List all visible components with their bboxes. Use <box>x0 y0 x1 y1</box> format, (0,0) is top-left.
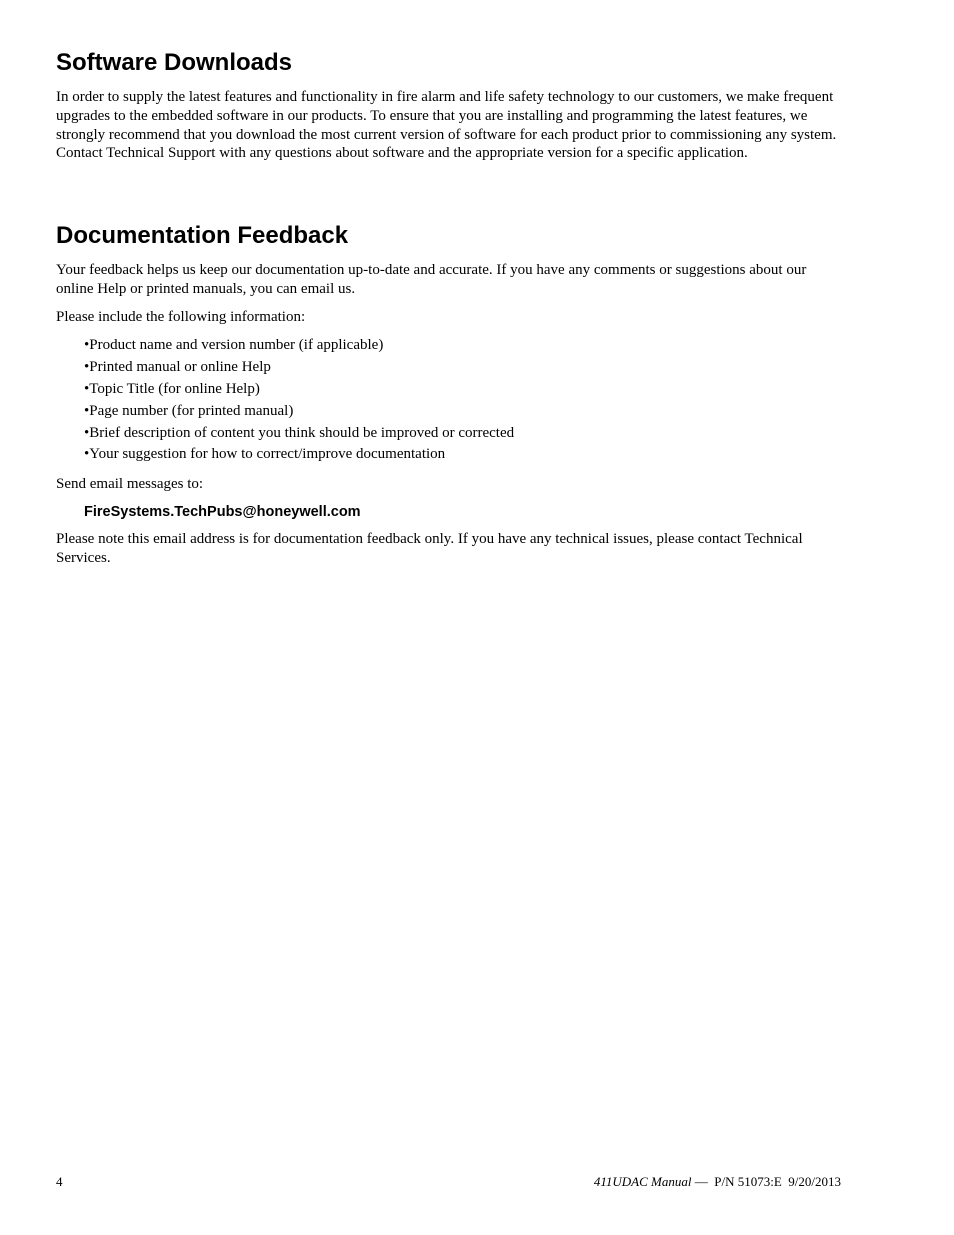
include-info-label: Please include the following information: <box>56 308 306 325</box>
send-email-label: Send email messages to: <box>56 476 204 493</box>
list-item: •Your suggestion for how to correct/improve documentation <box>84 446 446 463</box>
software-downloads-paragraph: In order to supply the latest features and functionality in fire alarm and life safety technology to our customers, we make frequent upgrades to the embedded software in our products. To ensure that you are installing and programming the latest features, we strongly recommend that you download the most current version of software for each product prior to commissioning any system. Contact Technical Support with any questions about software and the appropriate version for a specific application. <box>56 89 837 162</box>
feedback-info-list <box>56 335 846 466</box>
software-downloads-section <box>56 88 846 163</box>
list-item: •Product name and version number (if applicable) <box>84 337 384 354</box>
page-number: 4 <box>56 1174 63 1189</box>
footer-manual-info <box>594 1174 841 1190</box>
manual-title: 411UDAC Manual <box>593 1174 692 1189</box>
list-item: •Page number (for printed manual) <box>84 402 294 419</box>
documentation-feedback-heading: Documentation Feedback <box>56 222 349 249</box>
footer-separator: — <box>691 1174 715 1189</box>
list-item: •Brief description of content you think should be improved or corrected <box>84 424 515 441</box>
email-note-paragraph: Please note this email address is for documentation feedback only. If you have any technical issues, please contact Technical Services. <box>56 530 803 566</box>
software-downloads-heading: Software Downloads <box>56 49 293 76</box>
documentation-feedback-section <box>56 261 846 568</box>
list-item: •Printed manual or online Help <box>84 359 271 376</box>
feedback-email-address: FireSystems.TechPubs@honeywell.com <box>84 503 361 520</box>
feedback-intro-paragraph: Your feedback helps us keep our documentation up-to-date and accurate. If you have any comments or suggestions about our online Help or printed manuals, you can email us. <box>56 262 807 297</box>
list-item: •Topic Title (for online Help) <box>84 380 260 397</box>
part-number: P/N 51073:E 9/20/2013 <box>714 1174 841 1189</box>
